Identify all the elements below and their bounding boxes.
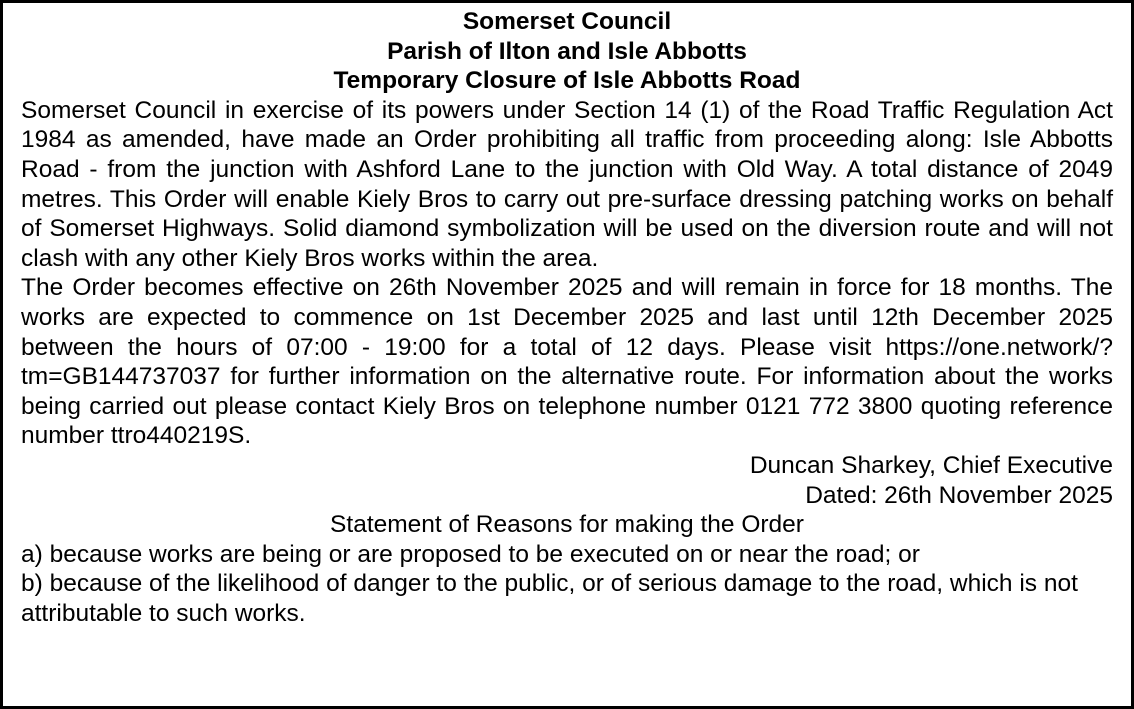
notice-council-title: Somerset Council bbox=[462, 8, 672, 35]
reason-a: a) because works are being or are proposed to be executed on or near the road; or bbox=[21, 540, 920, 568]
notice-date: Dated: 26th November 2025 bbox=[805, 481, 1113, 509]
order-paragraph: Somerset Council in exercise of its powers under Section 14 (1) of the Road Traffic Regulation Act 1984 as amended, have made an Order prohibiting all traffic from proceeding along: Isle Abbotts Road - from the junction with Ashford Lane to the junction with Old Way. A total distance of 2049 metres. This Order will enable Kiely Bros to carry out pre-surface dressing patching works on behalf of Somerset Highways. Solid diamond symbolization will be used on the diversion route and will not clash with any other Kiely Bros works within the area. bbox=[21, 96, 1113, 272]
reasons-heading: Statement of Reasons for making the Order bbox=[330, 511, 804, 539]
reason-b: b) because of the likelihood of danger to the public, or of serious damage to the road, which is not attributable to such works. bbox=[21, 570, 1078, 627]
notice-parish-title: Parish of Ilton and Isle Abbotts bbox=[387, 37, 747, 65]
signatory-name: Duncan Sharkey, Chief Executive bbox=[749, 451, 1113, 479]
notice-closure-title: Temporary Closure of Isle Abbotts Road bbox=[333, 67, 801, 95]
effective-paragraph: The Order becomes effective on 26th November 2025 and will remain in force for 18 months. The works are expected to commence on 1st December 2025 and last until 12th December 2025 between the hours of 07:00 - 19:00 for a total of 12 days. Please visit https://one.network/?tm=GB144737037 for further information on the alternative route. For information about the works being carried out please contact Kiely Bros on telephone number 0121 772 3800 quoting reference number ttro440219S. bbox=[21, 274, 1113, 450]
